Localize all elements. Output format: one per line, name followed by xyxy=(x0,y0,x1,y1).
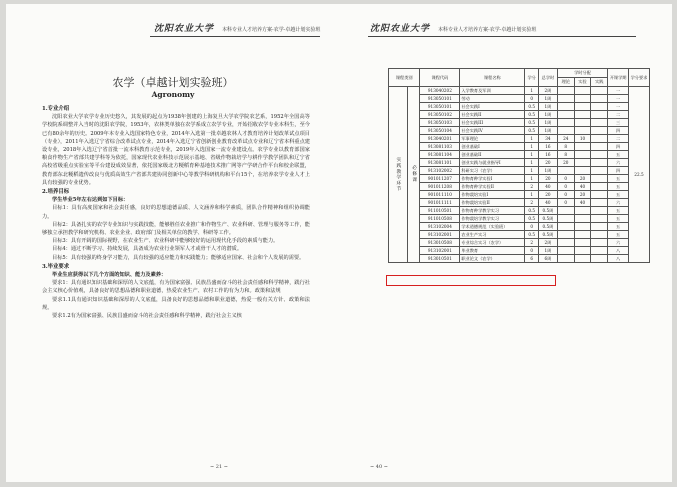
cell-name: 农业生产实习 xyxy=(460,231,525,239)
cell-practice xyxy=(591,95,608,103)
cell-lecture xyxy=(557,127,574,135)
cell-code: 913081104 xyxy=(420,151,460,159)
cell-hours: 1周 xyxy=(538,247,557,255)
cell-semester: 四 xyxy=(608,127,629,135)
category-inner-label: 必修课 xyxy=(411,165,417,183)
cell-name: 劳动 xyxy=(460,95,525,103)
cell-lecture xyxy=(557,239,574,247)
cell-lecture xyxy=(557,247,574,255)
cell-practice xyxy=(591,215,608,223)
cell-credits: 1 xyxy=(525,87,539,95)
page-title: 农学（卓越计划实验班） xyxy=(112,76,234,89)
table-row xyxy=(389,239,650,247)
cell-code: 913050101 xyxy=(420,95,460,103)
cell-credits: 1 xyxy=(525,191,539,199)
cell-practice xyxy=(591,183,608,191)
table-row xyxy=(389,135,650,143)
cell-credits: 0.5 xyxy=(525,207,539,215)
cell-lecture: 20 xyxy=(557,159,574,167)
cell-lab xyxy=(574,215,591,223)
cell-name: 毕业教育 xyxy=(460,247,525,255)
cell-code: 913040202 xyxy=(420,87,460,95)
header-name: 课程名称 xyxy=(460,69,525,87)
cell-practice xyxy=(591,191,608,199)
cell-practice xyxy=(591,239,608,247)
header-lecture: 理论 xyxy=(557,78,574,87)
cell-name: 社会实践IV xyxy=(460,127,525,135)
cell-lecture xyxy=(557,167,574,175)
page-number: ~ 21 ~ xyxy=(210,464,228,470)
table-row xyxy=(389,199,650,207)
cell-code: 913050102 xyxy=(420,111,460,119)
category-inner-cell xyxy=(407,87,420,263)
header-hours: 总学时 xyxy=(538,69,557,87)
header-practice: 实践 xyxy=(591,78,608,87)
cell-semester: 三 xyxy=(608,119,629,127)
table-row xyxy=(389,95,650,103)
cell-name: 入学教育及军训 xyxy=(460,87,525,95)
cell-lab xyxy=(574,167,591,175)
cell-credits: 0.5 xyxy=(525,111,539,119)
cell-hours: 1周 xyxy=(538,103,557,111)
cell-credits: 0.5 xyxy=(525,127,539,135)
cell-lab xyxy=(574,255,591,263)
cell-code: 901011111 xyxy=(420,199,460,207)
requirement-item: 要求1：具有通识知识基础和深厚的人文底蕴，有为国家富强、民族昌盛而奋斗的社会责任感和科学精神，践行社会主义核心价值观，具备良好的思想品德和职业道德，热爱农业生产、农村工作的有为力和。政策和法规 xyxy=(42,280,310,295)
cell-practice xyxy=(591,255,608,263)
cell-lecture: 8 xyxy=(557,151,574,159)
cell-semester: 二 xyxy=(608,135,629,143)
cell-code: 913081103 xyxy=(420,143,460,151)
cell-lecture xyxy=(557,103,574,111)
cell-practice xyxy=(591,247,608,255)
cell-lab xyxy=(574,159,591,167)
cell-credits: 0.5 xyxy=(525,119,539,127)
highlight-box xyxy=(386,275,556,286)
header-code: 课程代码 xyxy=(420,69,460,87)
cell-lecture xyxy=(557,207,574,215)
cell-code: 913010508 xyxy=(420,239,460,247)
cell-semester: 五 xyxy=(608,151,629,159)
cell-lab xyxy=(574,103,591,111)
cell-hours: 40 xyxy=(538,183,557,191)
course-table xyxy=(388,68,650,263)
cell-lab xyxy=(574,127,591,135)
cell-lab xyxy=(574,231,591,239)
cell-name: 军事理论 xyxy=(460,135,525,143)
cell-credits: 0 xyxy=(525,247,539,255)
right-page xyxy=(340,4,672,482)
cell-hours: 0.5周 xyxy=(538,215,557,223)
cell-hours: 1周 xyxy=(538,127,557,135)
category-outer-label: 实践教学环节 xyxy=(395,156,401,192)
cell-semester: 八 xyxy=(608,255,629,263)
cell-name: 创业基础I xyxy=(460,143,525,151)
cell-lab xyxy=(574,95,591,103)
cell-hours: 2周 xyxy=(538,239,557,247)
cell-credits: 1 xyxy=(525,175,539,183)
cell-semester: 二 xyxy=(608,111,629,119)
cell-lecture xyxy=(557,119,574,127)
cell-name: 创业基础II xyxy=(460,151,525,159)
cell-lab xyxy=(574,119,591,127)
cell-lecture: 24 xyxy=(557,135,574,143)
cell-name: 作物栽培实验I xyxy=(460,191,525,199)
goal-item: 目标1：具有高度国家和社会责任感，良好的思想道德品质、人文涵养和科学素质，团队合作精神和组织协调能力。 xyxy=(42,205,310,220)
cell-code: 913102001 xyxy=(420,231,460,239)
cell-code: 901011110 xyxy=(420,191,460,199)
cell-name: 科研实习（农学） xyxy=(460,167,525,175)
section-heading-intro: 1.专业介绍 xyxy=(42,106,70,112)
university-logo: 沈阳农业大学 xyxy=(154,24,215,34)
cell-lecture xyxy=(557,223,574,231)
cell-name: 作物育种学实验II xyxy=(460,183,525,191)
header-category: 课程类别 xyxy=(389,69,420,87)
cell-name: 作物育种学实验I xyxy=(460,175,525,183)
table-row xyxy=(389,231,650,239)
cell-hours: 0.5周 xyxy=(538,223,557,231)
cell-semester: 一 xyxy=(608,95,629,103)
cell-lab xyxy=(574,247,591,255)
header-semester: 开课学期 xyxy=(608,69,629,87)
cell-name: 社会实践III xyxy=(460,119,525,127)
cell-practice xyxy=(591,207,608,215)
cell-credits: 0.5 xyxy=(525,215,539,223)
cell-hours: 20 xyxy=(538,191,557,199)
cell-lecture xyxy=(557,87,574,95)
cell-credits: 0 xyxy=(525,223,539,231)
cell-code: 901011207 xyxy=(420,175,460,183)
cell-lecture: 0 xyxy=(557,191,574,199)
cell-semester: 五 xyxy=(608,175,629,183)
table-row xyxy=(389,159,650,167)
cell-lab: 40 xyxy=(574,199,591,207)
cell-credits: 1 xyxy=(525,143,539,151)
cell-lecture: 0 xyxy=(557,175,574,183)
category-outer-cell xyxy=(389,87,408,263)
table-row xyxy=(389,215,650,223)
cell-lecture xyxy=(557,111,574,119)
cell-name: 专业综合实习（农学） xyxy=(460,239,525,247)
cell-semester: 四 xyxy=(608,143,629,151)
cell-code: 913010501 xyxy=(420,255,460,263)
table-row xyxy=(389,191,650,199)
cell-name: 作物栽培实验II xyxy=(460,199,525,207)
cell-practice xyxy=(591,167,608,175)
cell-code: 913081101 xyxy=(420,159,460,167)
table-row xyxy=(389,183,650,191)
cell-lab xyxy=(574,207,591,215)
cell-code: 911010508 xyxy=(420,215,460,223)
cell-code: 913040201 xyxy=(420,135,460,143)
cell-hours: 0.5周 xyxy=(538,231,557,239)
cell-code: 911010501 xyxy=(420,207,460,215)
cell-hours: 16 xyxy=(538,143,557,151)
cell-semester: 六 xyxy=(608,199,629,207)
cell-semester: 五 xyxy=(608,183,629,191)
page-header xyxy=(370,18,536,34)
header-required-credits: 学分要求 xyxy=(628,69,649,87)
cell-credits: 1 xyxy=(525,135,539,143)
cell-lecture xyxy=(557,231,574,239)
intro-paragraph: 沈阳农业大学农学专业历史悠久，其发展的起点为1938年创建的上海复旦大学农学院农艺系，1952年全国高等学校院系调整并入当时的沈阳农学院，1953年，农林类单独在农学系成立农学专业，开始招收农学专业本科生，至今已有80余年的历史。2009年本专业入选国家特色专业，2014年入选第一批卓越农林人才教育培养计划改革试点项目（专业），2011年入选辽宁省综合改革试点专业，2014年入选辽宁省创新创业教育改革试点专业和辽宁省本科重点建设专业，2018年入选辽宁省首批一流本科教育示范专业，2019年入选国家一流专业建设点。农学专业以教育部国家粮食作物生产省部共建学科等为依托，国家现代农业科技示范展示基地、省级作物栽培学与耕作学教学团队和辽宁省高校省级重点实验室等平台建设成效显著，依托国家级北方粳稻育种基地技术推广网等产学研合作平台和校企联盟，教育部东北粳稻遗传改良与优质高效生产省部共建协同创新中心等教学科研机构和平台15个，在培养农学专业人才上具有较强的专业优势。 xyxy=(42,114,310,186)
cell-practice xyxy=(591,111,608,119)
cell-semester: 五 xyxy=(608,207,629,215)
cell-name: 学术道德规范（实验班） xyxy=(460,223,525,231)
cell-lecture: 8 xyxy=(557,143,574,151)
cell-code: 913102004 xyxy=(420,223,460,231)
cell-hours: 40 xyxy=(538,199,557,207)
left-page xyxy=(6,4,340,482)
header-credits: 学分 xyxy=(525,69,539,87)
cell-semester: 一 xyxy=(608,103,629,111)
cell-credits: 0.5 xyxy=(525,103,539,111)
credit-requirement-cell: 22.5 xyxy=(628,87,649,263)
table-row xyxy=(389,207,650,215)
cell-lab xyxy=(574,239,591,247)
header-text: 本科专业人才培养方案-农学-卓越计划实验班 xyxy=(438,27,537,33)
table-row xyxy=(389,247,650,255)
cell-lab xyxy=(574,111,591,119)
cell-practice xyxy=(591,143,608,151)
header-rule xyxy=(368,36,636,37)
cell-hours: 20 xyxy=(538,159,557,167)
cell-code: 901011208 xyxy=(420,183,460,191)
cell-code: 913050101 xyxy=(420,103,460,111)
table-row xyxy=(389,223,650,231)
cell-hours: 1周 xyxy=(538,95,557,103)
cell-lecture xyxy=(557,215,574,223)
cell-practice xyxy=(591,231,608,239)
cell-semester: 一 xyxy=(608,87,629,95)
course-table-body xyxy=(389,87,650,263)
cell-lab: 40 xyxy=(574,183,591,191)
cell-lab: 20 xyxy=(574,191,591,199)
cell-practice xyxy=(591,159,608,167)
cell-hours: 2周 xyxy=(538,87,557,95)
cell-hours: 1周 xyxy=(538,111,557,119)
cell-hours: 0.5周 xyxy=(538,207,557,215)
cell-lab: 10 xyxy=(574,135,591,143)
cell-practice xyxy=(591,151,608,159)
table-row xyxy=(389,103,650,111)
cell-name: 创业实践与就业指导I xyxy=(460,159,525,167)
cell-semester: 五 xyxy=(608,223,629,231)
cell-practice xyxy=(591,103,608,111)
cell-semester: 五 xyxy=(608,215,629,223)
cell-hours: 6周 xyxy=(538,255,557,263)
header-text: 本科专业人才培养方案-农学-卓越计划实验班 xyxy=(222,27,321,33)
header-distribution: 学时分配 xyxy=(557,69,607,78)
goal-item: 目标4：通过不断学习、持续发展，具备成为农业行业领军人才或骨干人才的潜质。 xyxy=(52,246,243,253)
table-row xyxy=(389,255,650,263)
section-heading-requirements: 3.毕业要求 xyxy=(42,263,70,270)
table-row xyxy=(389,151,650,159)
cell-hours: 1周 xyxy=(538,167,557,175)
cell-name: 作物栽培学教学实习 xyxy=(460,215,525,223)
cell-hours: 1周 xyxy=(538,119,557,127)
header-lab: 实验 xyxy=(574,78,591,87)
cell-credits: 0.5 xyxy=(525,231,539,239)
cell-credits: 1 xyxy=(525,167,539,175)
cell-credits: 2 xyxy=(525,183,539,191)
cell-hours: 16 xyxy=(538,151,557,159)
cell-practice xyxy=(591,135,608,143)
page-header xyxy=(154,18,320,34)
goal-item: 目标2：具备扎实的农学专业知识与实践技能，能够胜任农业推广和作物生产、农业科研、管理与服务等工作，能够独立承担教学和研究机构、农业企业、政府部门及相关单位的教学、科研等工作。 xyxy=(42,221,310,237)
cell-credits: 0 xyxy=(525,95,539,103)
section-heading-goals: 2.培养目标 xyxy=(42,189,70,196)
cell-hours: 20 xyxy=(538,175,557,183)
cell-practice xyxy=(591,199,608,207)
cell-name: 社会实践II xyxy=(460,111,525,119)
goal-item: 目标5：具有较强的终身学习能力，具有较强的适应能力和实践能力；能够适应国家、社会和个人发展的需要。 xyxy=(52,254,305,261)
page-number: ~ 40 ~ xyxy=(370,464,388,470)
cell-code: 913050104 xyxy=(420,127,460,135)
cell-lab xyxy=(574,87,591,95)
goals-subheading: 学生毕业5年左右达到如下目标： xyxy=(52,197,129,204)
cell-name: 职业论文（农学） xyxy=(460,255,525,263)
cell-code: 913102001 xyxy=(420,247,460,255)
header-rule xyxy=(150,36,320,37)
cell-semester: 五 xyxy=(608,231,629,239)
table-row xyxy=(389,111,650,119)
requirement-item: 要求1.1具有通识知识基础和深厚的人文底蕴，具备良好的思想品德和职业道德，热爱一般有关方针、政策和法规。 xyxy=(42,296,310,311)
requirements-subheading: 毕业生应获得以下几个方面的知识、能力及素养： xyxy=(52,272,167,279)
cell-semester: 六 xyxy=(608,239,629,247)
table-row xyxy=(389,119,650,127)
cell-practice xyxy=(591,127,608,135)
cell-code: 913050103 xyxy=(420,119,460,127)
cell-lab xyxy=(574,151,591,159)
cell-semester: 四 xyxy=(608,167,629,175)
cell-practice xyxy=(591,87,608,95)
table-row xyxy=(389,175,650,183)
document-body xyxy=(42,104,310,320)
cell-credits: 1 xyxy=(525,151,539,159)
cell-credits: 2 xyxy=(525,199,539,207)
cell-name: 社会实践I xyxy=(460,103,525,111)
cell-semester: 五 xyxy=(608,191,629,199)
cell-lab: 20 xyxy=(574,175,591,183)
cell-code: 913102002 xyxy=(420,167,460,175)
cell-practice xyxy=(591,119,608,127)
cell-semester: 八 xyxy=(608,247,629,255)
table-row xyxy=(389,127,650,135)
cell-credits: 6 xyxy=(525,255,539,263)
cell-practice xyxy=(591,175,608,183)
goal-item: 目标3：具有开阔的国际视野，在农业生产、农业科研中能够较好的运用现代化手段的素质与能力。 xyxy=(52,238,279,245)
page-subtitle: Agronomy xyxy=(151,90,195,99)
cell-semester: 六 xyxy=(608,159,629,167)
cell-practice xyxy=(591,223,608,231)
cell-lab xyxy=(574,223,591,231)
table-row xyxy=(389,87,650,95)
cell-hours: 34 xyxy=(538,135,557,143)
cell-lecture xyxy=(557,95,574,103)
table-row xyxy=(389,167,650,175)
university-logo: 沈阳农业大学 xyxy=(370,24,431,34)
cell-credits: 2 xyxy=(525,239,539,247)
requirement-item: 要求1.2有为国家富强、民族昌盛而奋斗的社会责任感和科学精神，践行社会主义核 xyxy=(52,313,242,320)
cell-lecture: 0 xyxy=(557,183,574,191)
cell-credits: 1 xyxy=(525,159,539,167)
cell-name: 作物育种学教学实习 xyxy=(460,207,525,215)
cell-lecture xyxy=(557,255,574,263)
table-row xyxy=(389,143,650,151)
cell-lab xyxy=(574,143,591,151)
cell-lecture: 0 xyxy=(557,199,574,207)
